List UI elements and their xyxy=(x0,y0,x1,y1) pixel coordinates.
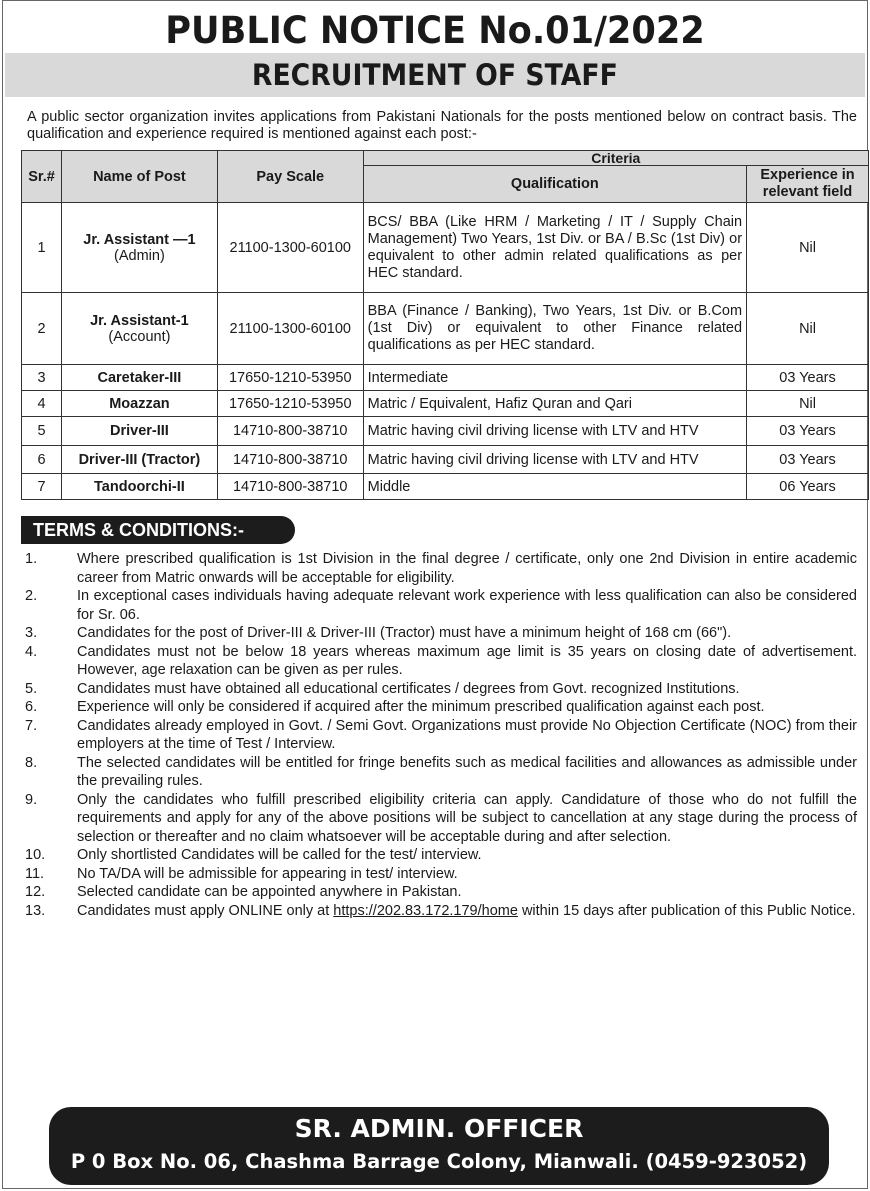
row-sr: 4 xyxy=(22,391,62,417)
item-number: 7. xyxy=(25,717,38,734)
list-item xyxy=(25,550,857,587)
row-sr: 1 xyxy=(22,203,62,293)
table-row xyxy=(22,446,869,474)
item-number: 9. xyxy=(25,791,38,808)
item-number: 8. xyxy=(25,754,38,771)
table-row xyxy=(22,391,869,417)
item-number: 2. xyxy=(25,588,38,604)
row-post: Caretaker-III xyxy=(61,365,217,391)
row-post xyxy=(61,293,217,365)
table-row xyxy=(22,365,869,391)
table-row xyxy=(22,203,869,293)
list-item xyxy=(25,754,857,791)
list-item xyxy=(25,865,857,884)
row-pay: 21100-1300-60100 xyxy=(217,293,363,365)
posts-table xyxy=(21,150,869,500)
post-name: Jr. Assistant —1 xyxy=(83,231,196,248)
row-pay: 17650-1210-53950 xyxy=(217,391,363,417)
item-text: Only shortlisted Candidates will be called for the test/ interview. xyxy=(77,847,482,863)
post-name: Jr. Assistant-1 xyxy=(90,312,189,329)
table-row xyxy=(22,417,869,446)
row-experience: Nil xyxy=(747,293,869,365)
row-sr: 5 xyxy=(22,417,62,446)
row-qualification: BBA (Finance / Banking), Two Years, 1st Div. or B.Com (1st Div) or equivalent to other Finance related qualifications as per HEC standard. xyxy=(363,293,746,365)
list-item xyxy=(25,902,857,921)
item-number: 5. xyxy=(25,680,38,697)
list-item xyxy=(25,680,857,699)
item-number: 1. xyxy=(25,551,38,567)
row-qualification: Middle xyxy=(363,474,746,500)
apply-online-link[interactable]: https://202.83.172.179/home xyxy=(333,902,518,919)
row-post: Driver-III (Tractor) xyxy=(61,446,217,474)
item-text: Candidates must not be below 18 years whereas maximum age limit is 35 years on closing date of advertisement. However, age relaxation can be given as per rules. xyxy=(77,643,857,678)
intro-paragraph: A public sector organization invites applications from Pakistani Nationals for the posts mentioned below on contract basis. The qualification and experience required is mentioned against each post:- xyxy=(27,109,857,142)
notice-subtitle: RECRUITMENT OF STAFF xyxy=(252,58,618,92)
row-qualification: Matric / Equivalent, Hafiz Quran and Qari xyxy=(363,391,746,417)
item-number: 13. xyxy=(25,902,46,919)
row-sr: 7 xyxy=(22,474,62,500)
item-text: Candidates for the post of Driver-III & Driver-III (Tractor) must have a minimum height of 168 cm (66"). xyxy=(77,625,732,641)
subtitle-bar xyxy=(5,53,865,97)
row-experience: Nil xyxy=(747,203,869,293)
item-text-before: Candidates must apply ONLINE only at xyxy=(77,902,334,919)
item-text: Where prescribed qualification is 1st Division in the final degree / certificate, only one 2nd Division in entire academic career from Matric onwards will be acceptable for eligibility. xyxy=(77,551,857,586)
item-text: No TA/DA will be admissible for appearing in test/ interview. xyxy=(77,865,458,882)
row-qualification: BCS/ BBA (Like HRM / Marketing / IT / Supply Chain Management) Two Years, 1st Div. or BA / B.Sc (1st Div) or equivalent to other admin related qualifications as per HEC standard. xyxy=(363,203,746,293)
row-qualification: Intermediate xyxy=(363,365,746,391)
list-item xyxy=(25,643,857,680)
row-sr: 3 xyxy=(22,365,62,391)
footer-contact xyxy=(49,1107,829,1185)
item-text-after: within 15 days after publication of this Public Notice. xyxy=(517,902,856,919)
list-item xyxy=(25,587,857,624)
header-pay-scale: Pay Scale xyxy=(217,151,363,203)
row-pay: 14710-800-38710 xyxy=(217,417,363,446)
row-qualification: Matric having civil driving license with LTV and HTV xyxy=(363,417,746,446)
notice-page xyxy=(2,0,868,1189)
row-post: Driver-III xyxy=(61,417,217,446)
table-row xyxy=(22,293,869,365)
item-text: Selected candidate can be appointed anywhere in Pakistan. xyxy=(77,884,462,900)
list-item xyxy=(25,698,857,717)
row-qualification: Matric having civil driving license with LTV and HTV xyxy=(363,446,746,474)
table-row xyxy=(22,474,869,500)
post-dept: (Account) xyxy=(108,328,171,345)
item-number: 6. xyxy=(25,699,38,715)
header-criteria: Criteria xyxy=(363,151,868,166)
item-number: 10. xyxy=(25,847,46,863)
header-post: Name of Post xyxy=(61,151,217,203)
row-sr: 6 xyxy=(22,446,62,474)
row-experience: 03 Years xyxy=(747,365,869,391)
item-text: Candidates must have obtained all educational certificates / degrees from Govt. recognized Institutions. xyxy=(77,680,740,697)
row-experience: 03 Years xyxy=(747,417,869,446)
header-sr: Sr.# xyxy=(22,151,62,203)
item-text: Only the candidates who fulfill prescribed eligibility criteria can apply. Candidature of those who do not fulfill the requirements and apply for any of the above positions will be subject to cancellation at any stage during the process of selection or thereafter and no claim whatsoever will be acceptable during and after selection. xyxy=(77,791,857,845)
list-item xyxy=(25,846,857,865)
header-qualification: Qualification xyxy=(363,166,746,203)
item-text: In exceptional cases individuals having adequate relevant work experience with less qualification can also be considered for Sr. 06. xyxy=(77,588,857,623)
list-item xyxy=(25,717,857,754)
row-pay: 21100-1300-60100 xyxy=(217,203,363,293)
office-title: SR. ADMIN. OFFICER xyxy=(294,1114,584,1143)
terms-section xyxy=(3,516,867,544)
row-experience: Nil xyxy=(747,391,869,417)
office-address: P 0 Box No. 06, Chashma Barrage Colony, Mianwali. (0459-923052) xyxy=(70,1150,808,1173)
item-number: 4. xyxy=(25,643,38,660)
row-pay: 14710-800-38710 xyxy=(217,446,363,474)
row-sr: 2 xyxy=(22,293,62,365)
item-text: Experience will only be considered if acquired after the minimum prescribed qualification against each post. xyxy=(77,699,765,715)
terms-heading: TERMS & CONDITIONS:- xyxy=(21,516,295,544)
item-text: Candidates already employed in Govt. / Semi Govt. Organizations must provide No Objection Certificate (NOC) from their employers at the time of Test / Interview. xyxy=(77,717,857,752)
row-post: Moazzan xyxy=(61,391,217,417)
item-number: 11. xyxy=(25,865,45,882)
row-post xyxy=(61,203,217,293)
row-experience: 03 Years xyxy=(747,446,869,474)
list-item xyxy=(25,624,857,643)
list-item xyxy=(25,883,857,902)
terms-list xyxy=(3,550,867,920)
notice-title: PUBLIC NOTICE No.01/2022 xyxy=(165,9,705,52)
item-number: 12. xyxy=(25,884,46,900)
row-pay: 14710-800-38710 xyxy=(217,474,363,500)
item-number: 3. xyxy=(25,625,38,641)
row-post: Tandoorchi-II xyxy=(61,474,217,500)
item-text xyxy=(77,902,857,921)
header-experience: Experience in relevant field xyxy=(747,166,869,203)
row-experience: 06 Years xyxy=(747,474,869,500)
row-pay: 17650-1210-53950 xyxy=(217,365,363,391)
list-item xyxy=(25,791,857,847)
item-text: The selected candidates will be entitled for fringe benefits such as medical facilities and allowances as admissible under the prevailing rules. xyxy=(77,754,857,789)
post-dept: (Admin) xyxy=(114,247,165,264)
